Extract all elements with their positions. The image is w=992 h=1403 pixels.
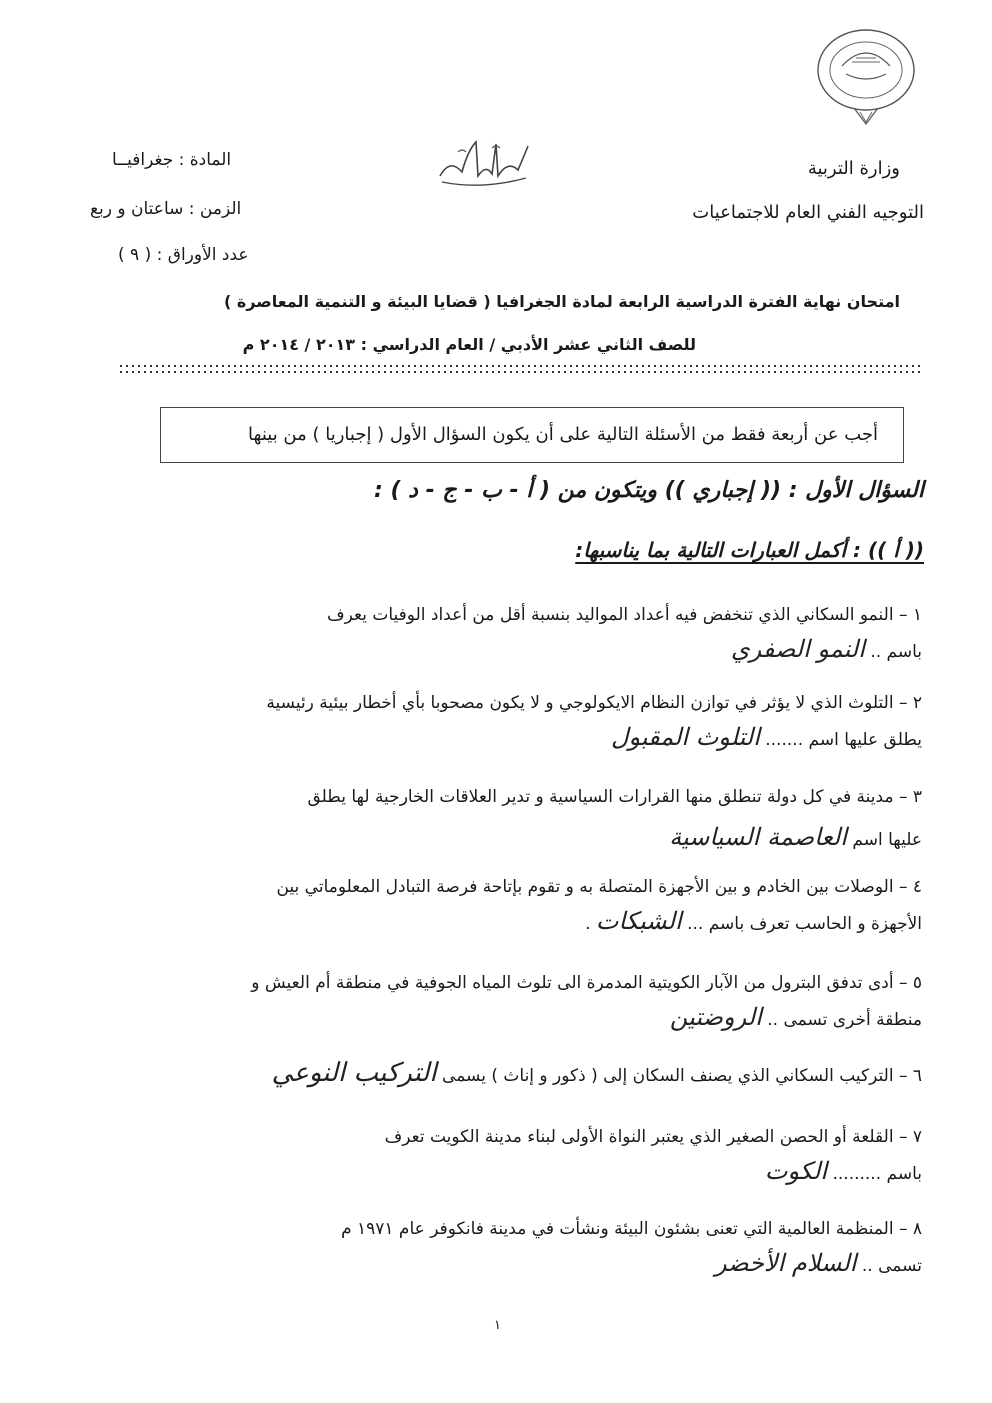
exam-subtitle: للصف الثاني عشر الأدبي / العام الدراسي : ٢٠١٣ / ٢٠١٤ م [242, 335, 696, 354]
item-prefix: ٦ – التركيب السكاني الذي يصنف السكان إلى ( ذكور و إناث ) يسمى [436, 1066, 922, 1086]
handwritten-answer: الشبكات [595, 907, 682, 935]
page-number: ١ [494, 1318, 501, 1333]
subject-label: المادة : جغرافيــا [112, 150, 232, 170]
ministry-emblem [812, 22, 920, 128]
question-title: السؤال الأول : (( إجباري )) ويتكون من ( أ - ب - ج - د ) : [374, 478, 924, 503]
item-text: ٨ – المنظمة العالمية التي تعنى بشئون البيئة ونشأت في مدينة فانكوفر عام ١٩٧١ م [341, 1219, 922, 1239]
time-label: الزمن : ساعتان و ربع [90, 199, 242, 219]
list-item [72, 1212, 922, 1283]
department-name: التوجيه الفني العام للاجتماعيات [692, 202, 924, 223]
basmala-calligraphy [432, 132, 532, 192]
handwritten-answer: النمو الصفري [730, 635, 865, 663]
exam-title: امتحان نهاية الفترة الدراسية الرابعة لمادة الجغرافيا ( قضايا البيئة و التنمية المعاصرة ) [224, 292, 900, 311]
item-text: ٤ – الوصلات بين الخادم و بين الأجهزة المتصلة به و تقوم بإتاحة فرصة التبادل المعلوماتي بين [276, 877, 922, 897]
instructions-text: أجب عن أربعة فقط من الأسئلة التالية على أن يكون السؤال الأول ( إجباريا ) من بينها [248, 424, 878, 445]
list-item [72, 870, 922, 941]
item-prefix: باسم ......... [832, 1164, 922, 1184]
item-prefix: باسم .. [870, 642, 922, 662]
handwritten-answer: التركيب النوعي [271, 1058, 437, 1088]
list-item [72, 598, 922, 669]
list-item [72, 1120, 922, 1191]
pages-label: عدد الأوراق : ( ٩ ) [118, 245, 249, 265]
item-text: ٣ – مدينة في كل دولة تنطلق منها القرارات السياسية و تدير العلاقات الخارجية لها يطلق [307, 787, 922, 807]
item-prefix: يطلق عليها اسم ....... [765, 730, 922, 750]
item-prefix: عليها اسم [846, 830, 922, 850]
item-text: ١ – النمو السكاني الذي تنخفض فيه أعداد المواليد بنسبة أقل من أعداد الوفيات يعرف [327, 605, 922, 625]
item-text: ٧ – القلعة أو الحصن الصغير الذي يعتبر النواة الأولى لبناء مدينة الكويت تعرف [384, 1127, 922, 1147]
handwritten-answer: التلوث المقبول [611, 723, 760, 751]
handwritten-answer: العاصمة السياسية [669, 823, 847, 851]
item-prefix: منطقة أخرى تسمى .. [767, 1010, 922, 1030]
handwritten-answer: الروضتين [669, 1003, 762, 1031]
separator-line [120, 365, 920, 373]
handwritten-answer: السلام الأخضر [715, 1249, 857, 1277]
list-item [72, 966, 922, 1037]
list-item [72, 686, 922, 757]
item-suffix: . [585, 914, 591, 934]
item-prefix: تسمى .. [861, 1256, 922, 1276]
part-a-title: (( أ )) : أكمل العبارات التالية بما يناسبها: [575, 538, 924, 562]
item-text: ٢ – التلوث الذي لا يؤثر في توازن النظام الايكولوجي و لا يكون مصحوبا بأي أخطار بيئية رئيسية [266, 693, 922, 713]
ministry-name: وزارة التربية [807, 158, 900, 179]
list-item [72, 1056, 922, 1093]
item-text: ٥ – أدى تدفق البترول من الآبار الكويتية المدمرة الى تلوث المياه الجوفية في منطقة أم العيش و [251, 973, 922, 993]
item-prefix: الأجهزة و الحاسب تعرف باسم ... [687, 914, 922, 934]
list-item [72, 780, 922, 857]
handwritten-answer: الكوت [764, 1157, 828, 1185]
